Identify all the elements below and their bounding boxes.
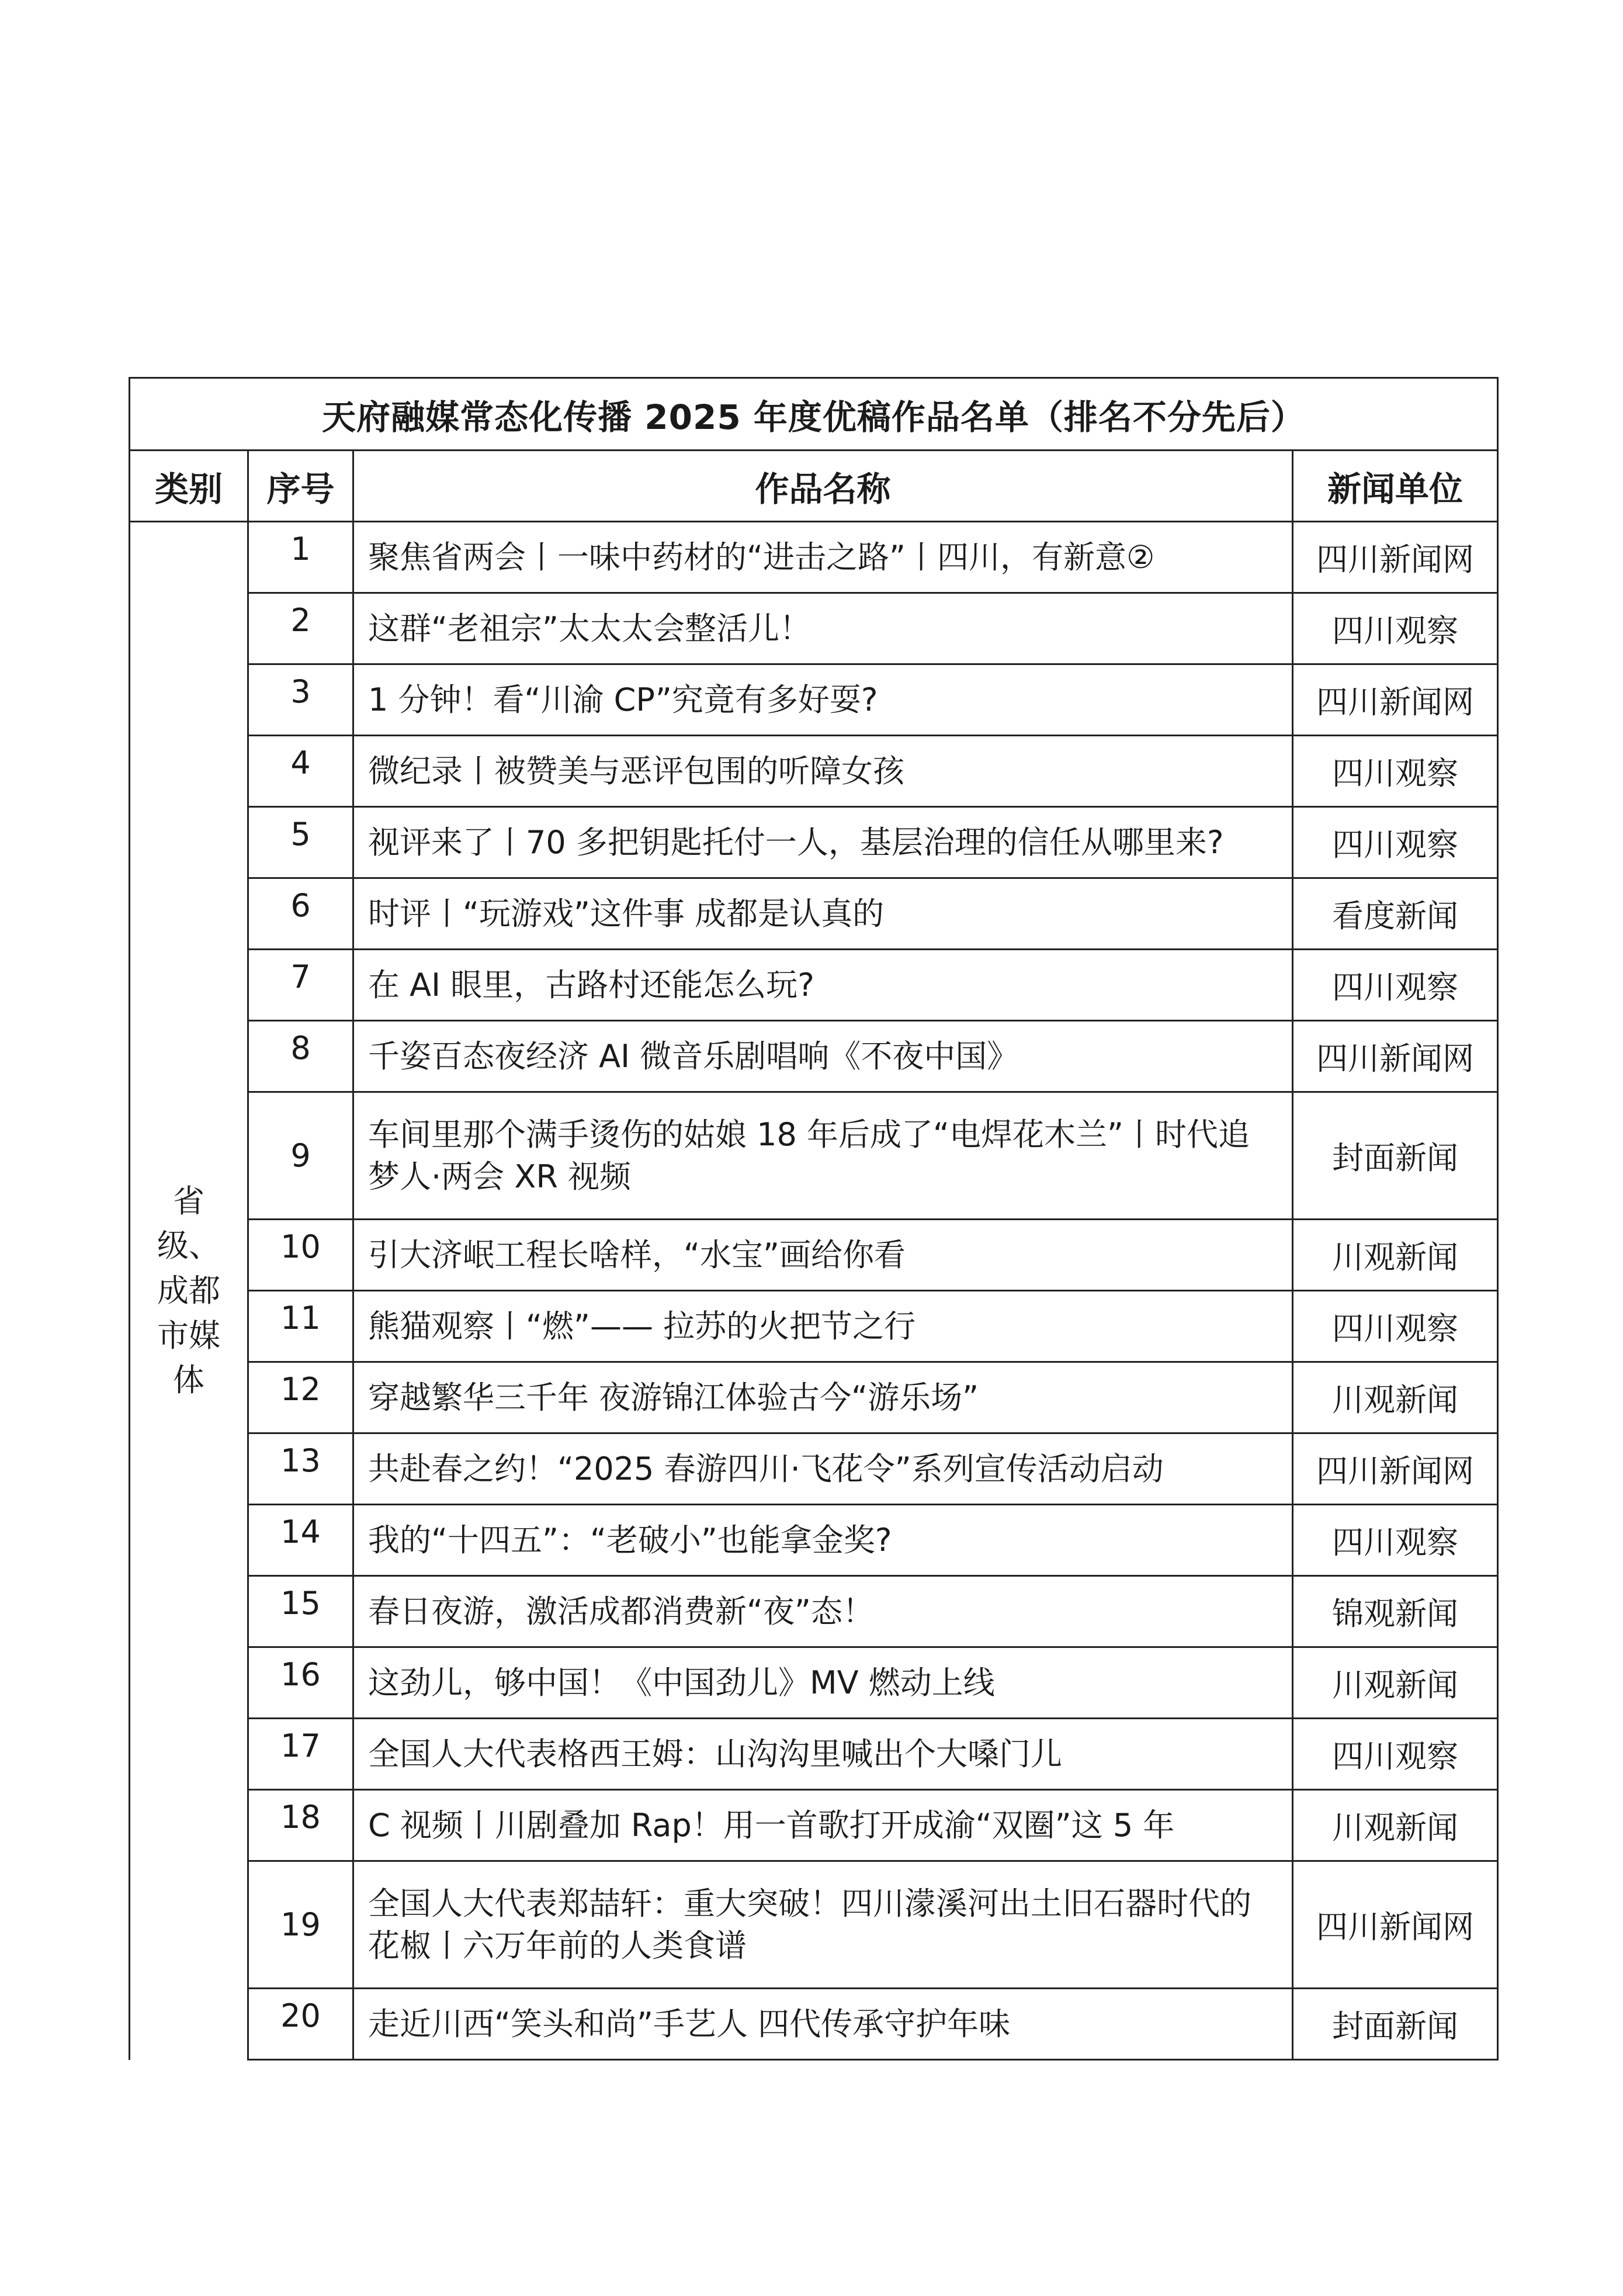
table-row: [130, 1291, 1498, 1362]
work-name: 这群“老祖宗”太太太会整活儿！: [353, 593, 1293, 664]
table-row: [130, 1719, 1498, 1790]
news-unit: 川观新闻: [1293, 1220, 1498, 1291]
header-work-name: 作品名称: [353, 451, 1293, 522]
row-number: 11: [248, 1291, 353, 1362]
table-row: [130, 736, 1498, 807]
row-number: 10: [248, 1220, 353, 1291]
category-label: 省级、成都市媒体: [157, 1182, 220, 1399]
row-number: 2: [248, 593, 353, 664]
table-row: [130, 1861, 1498, 1989]
work-name: 在 AI 眼里，古路村还能怎么玩?: [353, 950, 1293, 1021]
table-row: [130, 1989, 1498, 2060]
row-number: 4: [248, 736, 353, 807]
news-unit: 川观新闻: [1293, 1647, 1498, 1719]
header-category: 类别: [130, 451, 248, 522]
news-unit: 封面新闻: [1293, 1092, 1498, 1220]
news-unit: 看度新闻: [1293, 878, 1498, 950]
work-name: 全国人大代表格西王姆：山沟沟里喊出个大嗓门儿: [353, 1719, 1293, 1790]
news-unit: 川观新闻: [1293, 1790, 1498, 1861]
table-row: [130, 1021, 1498, 1092]
table-row: [130, 1092, 1498, 1220]
work-name: 聚焦省两会丨一味中药材的“进击之路”丨四川，有新意②: [353, 522, 1293, 593]
table-row: [130, 950, 1498, 1021]
row-number: 5: [248, 807, 353, 878]
work-name: 穿越繁华三千年 夜游锦江体验古今“游乐场”: [353, 1362, 1293, 1433]
row-number: 3: [248, 664, 353, 736]
category-cell: [130, 522, 248, 2060]
work-name: 引大济岷工程长啥样，“水宝”画给你看: [353, 1220, 1293, 1291]
row-number: 17: [248, 1719, 353, 1790]
work-name: 1 分钟！看“川渝 CP”究竟有多好耍?: [353, 664, 1293, 736]
table-row: [130, 1647, 1498, 1719]
news-unit: 四川观察: [1293, 1291, 1498, 1362]
news-unit: 四川观察: [1293, 736, 1498, 807]
news-unit: 四川新闻网: [1293, 1433, 1498, 1505]
work-name: 全国人大代表郑喆轩：重大突破！四川濛溪河出土旧石器时代的花椒丨六万年前的人类食谱: [353, 1861, 1293, 1989]
work-name: 熊猫观察丨“燃”—— 拉苏的火把节之行: [353, 1291, 1293, 1362]
table-row: [130, 1220, 1498, 1291]
news-unit: 四川新闻网: [1293, 522, 1498, 593]
work-name: C 视频丨川剧叠加 Rap！用一首歌打开成渝“双圈”这 5 年: [353, 1790, 1293, 1861]
work-name: 共赴春之约！“2025 春游四川·飞花令”系列宣传活动启动: [353, 1433, 1293, 1505]
work-name: 这劲儿，够中国！《中国劲儿》MV 燃动上线: [353, 1647, 1293, 1719]
table-row: [130, 1505, 1498, 1576]
table-row: [130, 807, 1498, 878]
work-name: 时评丨“玩游戏”这件事 成都是认真的: [353, 878, 1293, 950]
news-unit: 四川观察: [1293, 593, 1498, 664]
news-unit: 四川新闻网: [1293, 664, 1498, 736]
table-row: [130, 522, 1498, 593]
news-unit: 川观新闻: [1293, 1362, 1498, 1433]
row-number: 1: [248, 522, 353, 593]
row-number: 16: [248, 1647, 353, 1719]
award-list-table: [129, 377, 1499, 2060]
row-number: 9: [248, 1092, 353, 1220]
work-name: 走近川西“笑头和尚”手艺人 四代传承守护年味: [353, 1989, 1293, 2060]
table-row: [130, 878, 1498, 950]
news-unit: 四川新闻网: [1293, 1021, 1498, 1092]
header-number: 序号: [248, 451, 353, 522]
work-name: 我的“十四五”：“老破小”也能拿金奖?: [353, 1505, 1293, 1576]
table-row: [130, 593, 1498, 664]
work-name: 千姿百态夜经济 AI 微音乐剧唱响《不夜中国》: [353, 1021, 1293, 1092]
news-unit: 封面新闻: [1293, 1989, 1498, 2060]
row-number: 13: [248, 1433, 353, 1505]
work-name: 车间里那个满手烫伤的姑娘 18 年后成了“电焊花木兰”丨时代追梦人·两会 XR 视频: [353, 1092, 1293, 1220]
table-row: [130, 1362, 1498, 1433]
row-number: 18: [248, 1790, 353, 1861]
row-number: 8: [248, 1021, 353, 1092]
table-row: [130, 1790, 1498, 1861]
row-number: 20: [248, 1989, 353, 2060]
news-unit: 四川观察: [1293, 807, 1498, 878]
work-name: 春日夜游，激活成都消费新“夜”态！: [353, 1576, 1293, 1647]
row-number: 7: [248, 950, 353, 1021]
row-number: 19: [248, 1861, 353, 1989]
row-number: 15: [248, 1576, 353, 1647]
work-name: 视评来了丨70 多把钥匙托付一人，基层治理的信任从哪里来?: [353, 807, 1293, 878]
table-row: [130, 664, 1498, 736]
news-unit: 四川观察: [1293, 1505, 1498, 1576]
work-name: 微纪录丨被赞美与恶评包围的听障女孩: [353, 736, 1293, 807]
row-number: 6: [248, 878, 353, 950]
row-number: 14: [248, 1505, 353, 1576]
table-row: [130, 1433, 1498, 1505]
news-unit: 四川观察: [1293, 950, 1498, 1021]
news-unit: 锦观新闻: [1293, 1576, 1498, 1647]
table-row: [130, 1576, 1498, 1647]
table-title: 天府融媒常态化传播 2025 年度优稿作品名单（排名不分先后）: [130, 378, 1498, 451]
header-news-unit: 新闻单位: [1293, 451, 1498, 522]
row-number: 12: [248, 1362, 353, 1433]
news-unit: 四川新闻网: [1293, 1861, 1498, 1989]
news-unit: 四川观察: [1293, 1719, 1498, 1790]
